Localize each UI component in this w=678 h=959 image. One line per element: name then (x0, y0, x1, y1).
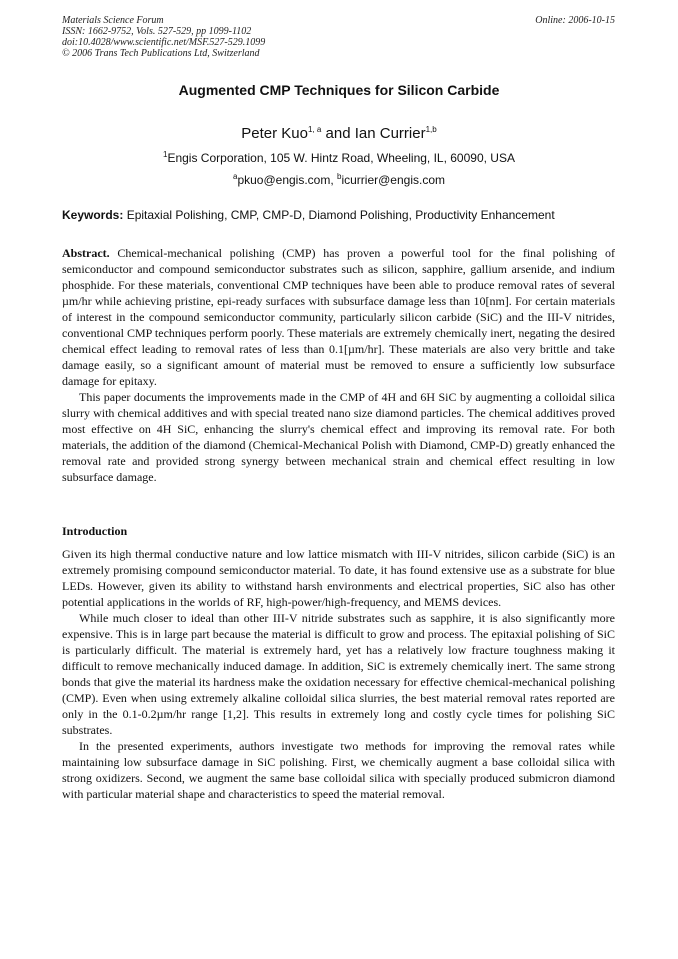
author-name: Peter Kuo (241, 125, 308, 142)
email-marker: b (337, 172, 342, 181)
copyright-line: © 2006 Trans Tech Publications Ltd, Switzerland (62, 48, 260, 59)
paper-title: Augmented CMP Techniques for Silicon Carbide (178, 82, 500, 98)
abstract-paragraph: This paper documents the improvements made in the CMP of 4H and 6H SiC by augmenting a colloidal silica slurry with chemical additives and with special treated nano size diamond particles. The chemical additives proved most effective on 4H SiC, enhancing the slurry's chemical effect and improving its removal rate. For both materials, the addition of the diamond (Chemical-Mechanical Polish with Diamond, CMP-D) greatly enhanced the removal rate and provided strong synergy between mechanical strain and chemical effect resulting in low subsurface damage. (62, 390, 615, 484)
author-line (0, 125, 678, 142)
online-date: Online: 2006-10-15 (535, 15, 615, 26)
affiliation-text: Engis Corporation, 105 W. Hintz Road, Wheeling, IL, 60090, USA (167, 151, 515, 165)
author-conjunction: and (321, 125, 355, 142)
page-header (62, 15, 615, 59)
issn-line: ISSN: 1662-9752, Vols. 527-529, pp 1099-1102 (62, 26, 252, 37)
abstract-text: Chemical-mechanical polishing (CMP) has proven a powerful tool for the final polishing of semiconductor and compound semiconductor substrates such as silicon, sapphire, gallium arsenide, and indium phosphide. For these materials, conventional CMP techniques have been able to produce removal rates of several µm/hr while achieving pristine, epi-ready surfaces with subsurface damage less than 10[nm]. For certain materials of interest in the compound semiconductor community, particularly silicon carbide (SiC) and the III-V nitrides, conventional CMP techniques perform poorly. These materials are extremely chemically inert, negating the desired chemical effect leading to removal rates of less than 0.1[µm/hr]. These materials are also very brittle and take damage easily, so a significant amount of material must be removed to ensure a sufficiently low subsurface damage for epitaxy. (62, 246, 615, 388)
email-link[interactable]: icurrier@engis.com (341, 173, 445, 187)
email-link[interactable]: pkuo@engis.com, (237, 173, 337, 187)
affiliation-marker: 1 (163, 150, 168, 159)
intro-paragraph: Given its high thermal conductive nature and low lattice mismatch with III-V nitrides, silicon carbide (SiC) is an extremely promising compound semiconductor material. To date, it has found extensive use as a substrate for blue LEDs. However, given its ability to withstand harsh environments and electrical properties, SiC also has other potential applications in the worlds of RF, high-power/high-frequency, and MEMS devices. (62, 547, 615, 609)
abstract-paragraph (62, 245, 615, 389)
email-marker: a (232, 172, 238, 181)
introduction-section (62, 546, 615, 802)
keywords-text: Epitaxial Polishing, CMP, CMP-D, Diamond Polishing, Productivity Enhancement (123, 208, 555, 222)
section-heading-introduction: Introduction (62, 524, 128, 538)
intro-paragraph: While much closer to ideal than other III-V nitride substrates such as sapphire, it is also significantly more expensive. This is in large part because the material is difficult to grow and process. The epitaxial polishing of SiC is particularly difficult. The material is extremely hard, yet has a relatively low fracture toughness making it difficult to remove mechanically induced damage. In addition, SiC is extremely chemically inert. The same strong bonds that give the material its hardness make the oxidation necessary for effective chemical-mechanical polishing (CMP). Even when using extremely alkaline colloidal silica slurries, the best material removal rates reported are only in the 0.1-0.2µm/hr range [1,2]. This results in extremely long and costly cycle times for polishing SiC substrates. (62, 611, 615, 737)
journal-name: Materials Science Forum (62, 15, 164, 26)
author-affil-marker: 1, a (308, 125, 322, 134)
keywords-label: Keywords: (62, 208, 124, 222)
abstract-label: Abstract. (62, 246, 110, 260)
author-name: Ian Currier (354, 125, 426, 142)
author-affil-marker: 1,b (425, 125, 437, 134)
author-emails (0, 173, 678, 187)
abstract-section (62, 245, 615, 485)
keywords (62, 208, 622, 222)
affiliation (0, 151, 678, 165)
intro-paragraph: In the presented experiments, authors investigate two methods for improving the removal rates while maintaining low subsurface damage in SiC polishing. First, we chemically augment a base colloidal silica with strong oxidizers. Second, we augment the same base colloidal silica with specially produced submicron diamond with particular material shape and characteristics to speed the material removal. (62, 739, 615, 801)
doi-line[interactable]: doi:10.4028/www.scientific.net/MSF.527-529.1099 (62, 37, 266, 48)
